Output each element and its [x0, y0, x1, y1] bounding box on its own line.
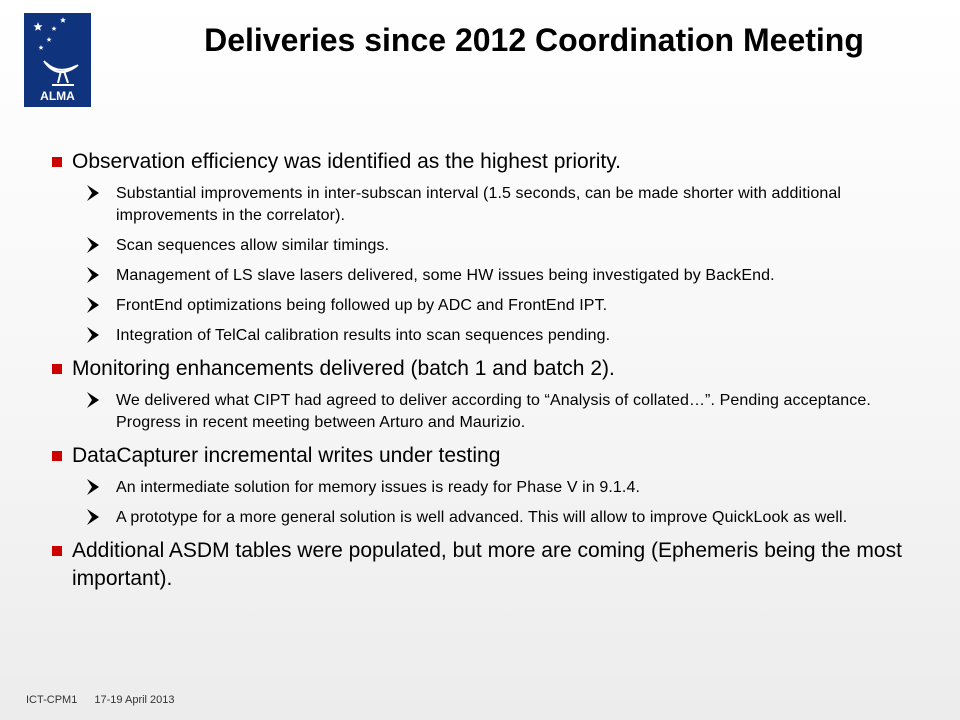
logo-text: ALMA [40, 89, 75, 103]
arrow-bullet-icon [86, 296, 100, 314]
square-bullet-icon [52, 157, 62, 167]
footer [26, 694, 189, 706]
sub-bullet-item [50, 235, 910, 257]
slide-title: Deliveries since 2012 Coordination Meeting [204, 22, 864, 58]
sub-bullet-text: Management of LS slave lasers delivered, some HW issues being investigated by BackEnd. [116, 267, 775, 284]
sub-bullet-item [50, 507, 910, 529]
sub-bullet-text: We delivered what CIPT had agreed to deliver according to “Analysis of collated…”. Pending acceptance. Progress in recent meeting between Arturo and Maurizio. [116, 392, 871, 431]
sub-bullet-text: A prototype for a more general solution is well advanced. This will allow to improve QuickLook as well. [116, 509, 848, 526]
arrow-bullet-icon [86, 236, 100, 254]
arrow-bullet-icon [86, 391, 100, 409]
sub-bullet-item [50, 183, 910, 227]
sub-bullet-item [50, 325, 910, 347]
sub-bullet-item [50, 477, 910, 499]
sub-bullet-text: FrontEnd optimizations being followed up by ADC and FrontEnd IPT. [116, 297, 608, 314]
alma-logo-icon [24, 13, 91, 107]
footer-date: 17-19 April 2013 [94, 694, 175, 706]
arrow-bullet-icon [86, 508, 100, 526]
square-bullet-icon [52, 546, 62, 556]
square-bullet-icon [52, 364, 62, 374]
sub-bullet-item [50, 265, 910, 287]
bullet-item [50, 537, 910, 593]
sub-bullet-text: Scan sequences allow similar timings. [116, 237, 390, 254]
arrow-bullet-icon [86, 478, 100, 496]
bullet-item [50, 148, 910, 176]
sub-bullet-text: Substantial improvements in inter-subscan interval (1.5 seconds, can be made shorter with additional improvements in the correlator). [116, 185, 842, 224]
bullet-text: Additional ASDM tables were populated, but more are coming (Ephemeris being the most important). [72, 539, 902, 590]
bullet-text: DataCapturer incremental writes under testing [72, 444, 501, 467]
bullet-text: Monitoring enhancements delivered (batch 1 and batch 2). [72, 357, 615, 380]
sub-bullet-text: An intermediate solution for memory issues is ready for Phase V in 9.1.4. [116, 479, 640, 496]
bullet-text: Observation efficiency was identified as the highest priority. [72, 150, 622, 173]
arrow-bullet-icon [86, 266, 100, 284]
footer-event: ICT-CPM1 [26, 694, 78, 706]
arrow-bullet-icon [86, 326, 100, 344]
bullet-item [50, 442, 910, 470]
sub-bullet-item [50, 390, 910, 434]
sub-bullet-text: Integration of TelCal calibration results into scan sequences pending. [116, 327, 611, 344]
slide-body [50, 148, 910, 600]
alma-logo [24, 13, 91, 107]
square-bullet-icon [52, 451, 62, 461]
arrow-bullet-icon [86, 184, 100, 202]
sub-bullet-item [50, 295, 910, 317]
bullet-item [50, 355, 910, 383]
